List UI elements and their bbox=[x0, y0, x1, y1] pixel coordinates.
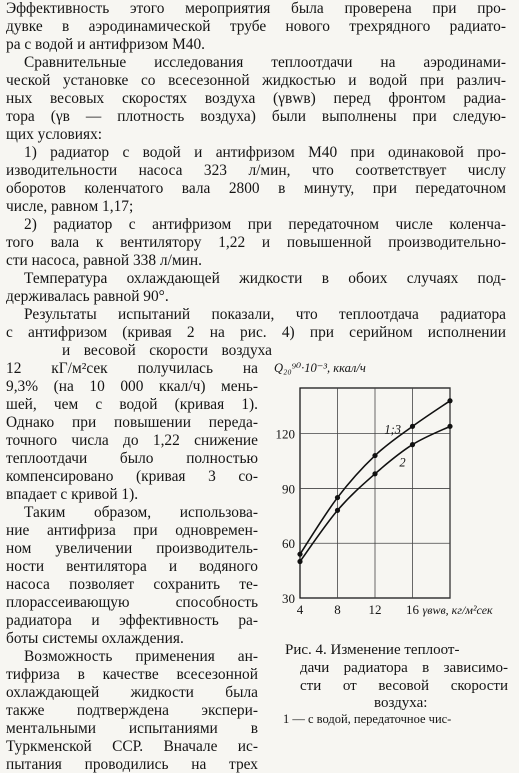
text-line: ние антифриза при одновремен- bbox=[6, 522, 258, 539]
data-point bbox=[297, 559, 302, 564]
x-tick-label: 4 bbox=[296, 602, 304, 617]
text-line: плорассеивающую способность bbox=[6, 594, 258, 611]
text-line: пытания проводились на трех bbox=[6, 756, 258, 773]
figure-caption: Рис. 4. Изменение теплоот- bbox=[285, 642, 460, 658]
figure-4-chart bbox=[268, 350, 518, 642]
figure-caption: воздуха: bbox=[374, 695, 428, 711]
text-line: изводительности насоса 323 л/мин, что соответствует числу bbox=[6, 162, 506, 179]
text-line: 9,3% (на 10 000 ккал/ч) мень- bbox=[6, 378, 258, 395]
data-point bbox=[372, 453, 377, 458]
x-tick-label: 12 bbox=[368, 602, 382, 617]
text-line: насоса позволяет сохранить те- bbox=[6, 576, 258, 593]
figure-caption: сти от весовой скорости bbox=[300, 678, 508, 694]
text-line: теплоотдачи было полностью bbox=[6, 450, 258, 467]
text-line: оборотов коленчатого вала 2800 в минуту, при передаточном bbox=[6, 180, 506, 197]
data-point bbox=[410, 424, 415, 429]
text-line: 12 кГ/м²сек получилась на bbox=[6, 360, 258, 377]
text-line: боты системы охлаждения. bbox=[6, 630, 184, 647]
text-line: впадает с кривой 1). bbox=[6, 486, 139, 503]
text-line: тора (γв — плотность воздуха) были выполнены при следую- bbox=[6, 108, 506, 125]
data-point bbox=[447, 398, 452, 403]
text-line: ных весовых скоростях воздуха (γвwв) перед фронтом радиа- bbox=[6, 90, 506, 107]
text-line: тифриза в качестве всесезонной bbox=[6, 666, 258, 683]
text-line: ментальными испытаниями в bbox=[6, 720, 258, 737]
data-point bbox=[447, 424, 452, 429]
text-line: Сравнительные исследования теплоотдачи на аэродинами- bbox=[24, 54, 506, 71]
x-axis-label: γвwв, кг/м²сек bbox=[422, 603, 493, 617]
text-line: Однако при повышении переда- bbox=[6, 414, 258, 431]
text-line: ности вентилятора и водяного bbox=[6, 558, 258, 575]
text-line: Туркменской ССР. Вначале ис- bbox=[6, 738, 258, 755]
text-line: шей, чем с водой (кривая 1). bbox=[6, 396, 258, 413]
text-line: 2) радиатор с антифризом при передаточном числе коленча- bbox=[24, 216, 506, 233]
text-line: держивалась равной 90°. bbox=[6, 288, 169, 305]
text-line: ра с водой и антифризом М40. bbox=[6, 36, 205, 53]
text-line: ческой установке со всесезонной жидкостью и водой при различ- bbox=[6, 72, 506, 89]
text-line: с антифризом (кривая 2 на рис. 4) при серийном исполнении bbox=[6, 324, 506, 341]
text-line: Эффективность этого мероприятия была проверена при про- bbox=[6, 0, 506, 17]
text-line: Возможность применения ан- bbox=[24, 648, 258, 665]
series-label: 2 bbox=[399, 455, 406, 470]
x-tick-label: 16 bbox=[406, 602, 419, 617]
y-tick-label: 30 bbox=[282, 591, 295, 606]
text-line: сти насоса, равной 338 л/мин. bbox=[6, 252, 202, 269]
text-line: Результаты испытаний показали, что теплоотдача радиатора bbox=[24, 306, 506, 323]
text-line: того вала к вентилятору 1,22 и повышенной производительно- bbox=[6, 234, 506, 251]
data-point bbox=[335, 508, 340, 513]
text-line: точного числа до 1,22 снижение bbox=[6, 432, 258, 449]
figure-caption: дачи радиатора в зависимо- bbox=[300, 660, 508, 676]
text-line: числе, равном 1,17; bbox=[6, 198, 134, 215]
text-line: Температура охлаждающей жидкости в обоих случаях под- bbox=[24, 270, 506, 287]
data-point bbox=[372, 471, 377, 476]
data-point bbox=[335, 495, 340, 500]
y-axis-label: Q₂₀⁹⁰·10⁻³, ккал/ч bbox=[274, 361, 366, 375]
data-point bbox=[297, 552, 302, 557]
text-line: дувке в аэродинамической трубе нового трехрядного радиато- bbox=[6, 18, 506, 35]
text-line: радиатора и эффективность ра- bbox=[6, 612, 258, 629]
data-point bbox=[410, 442, 415, 447]
text-line: компенсировано (кривая 3 со- bbox=[6, 468, 258, 485]
x-tick-label: 8 bbox=[334, 602, 341, 617]
text-line: ном увеличении производитель- bbox=[6, 540, 258, 557]
text-line: также подтверждена экспери- bbox=[6, 702, 258, 719]
y-tick-label: 90 bbox=[282, 481, 295, 497]
text-line: охлаждающей жидкости была bbox=[6, 684, 258, 701]
text-line: и весовой скорости воздуха bbox=[62, 342, 272, 359]
series-label: 1;3 bbox=[384, 422, 402, 437]
figure-caption: 1 — с водой, передаточное чис- bbox=[283, 712, 452, 726]
text-line: 1) радиатор с водой и антифризом М40 при одинаковой про- bbox=[24, 144, 506, 161]
y-tick-label: 120 bbox=[275, 426, 295, 442]
text-line: щих условиях: bbox=[6, 126, 103, 143]
text-line: Таким образом, использова- bbox=[24, 504, 258, 521]
y-tick-label: 60 bbox=[282, 536, 295, 552]
